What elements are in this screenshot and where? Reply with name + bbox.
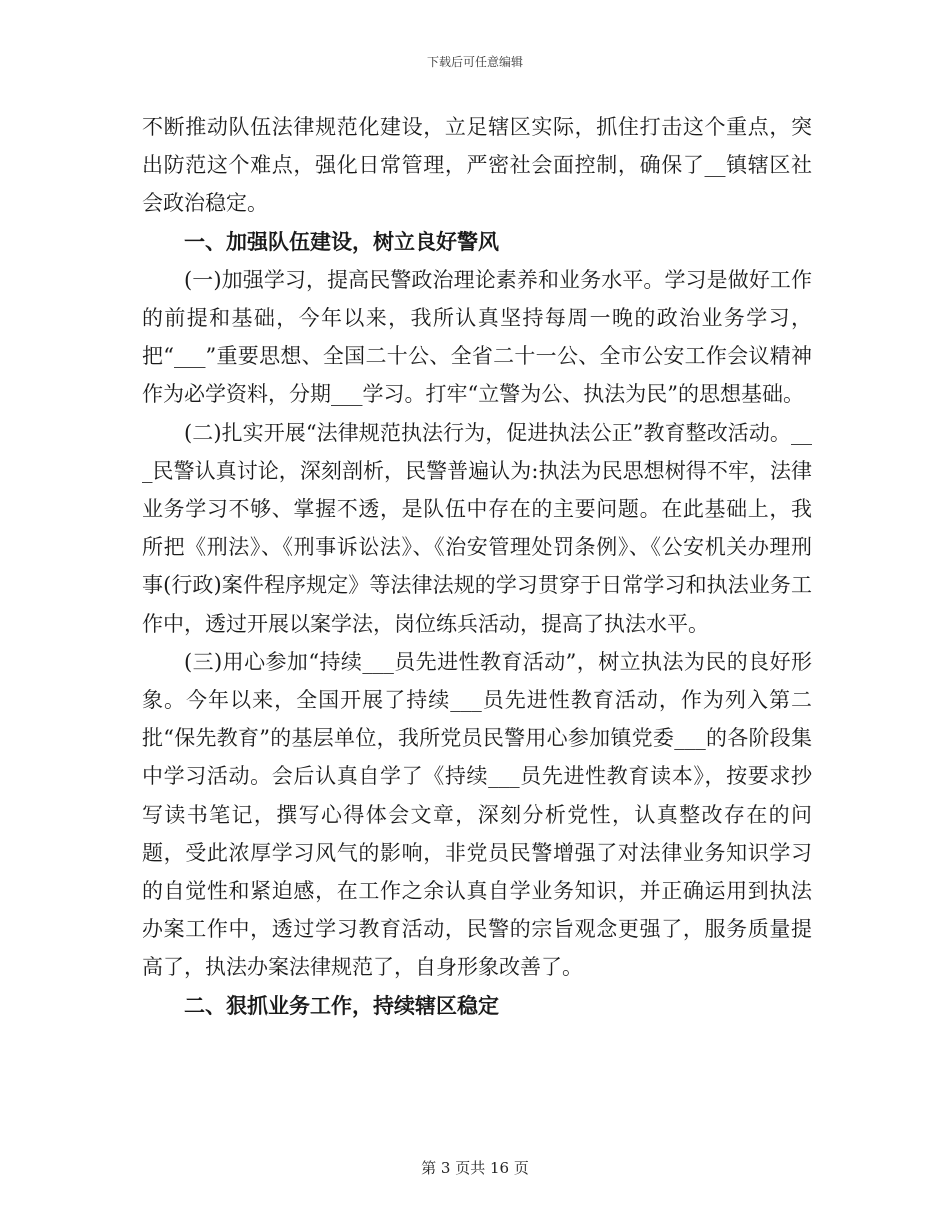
page-number: 第 3 页共 16 页: [421, 1159, 529, 1177]
section-1-paragraph-2: (二)扎实开展“法律规范执法行为，促进执法公正”教育整改活动。___民警认真讨论，深刻剖析，民警普遍认为:执法为民思想树得不牢，法律业务学习不够、掌握不透，是队伍中存在的主要问题。在此基础上，我所把《刑法》、《刑事诉讼法》、《治安管理处罚条例》、《公安机关办理刑事(行政)案件程序规定》等法律法规的学习贯穿于日常学习和执法业务工作中，透过开展以案学法，岗位练兵活动，提高了执法水平。: [142, 420, 812, 636]
intro-paragraph: 不断推动队伍法律规范化建设，立足辖区实际，抓住打击这个重点，突出防范这个难点，强化日常管理，严密社会面控制，确保了__镇辖区社会政治稳定。: [142, 115, 812, 216]
section-1-heading: 一、加强队伍建设，树立良好警风: [184, 229, 499, 254]
section-1-paragraph-3: (三)用心参加“持续___员先进性教育活动”，树立执法为民的良好形象。今年以来，全国开展了持续___员先进性教育活动，作为列入第二批“保先教育”的基层单位，我所党员民警用心参加镇党委___的各阶段集中学习活动。会后认真自学了《持续___员先进性教育读本》，按要求抄写读书笔记，撰写心得体会文章，深刻分析党性，认真整改存在的问题，受此浓厚学习风气的影响，非党员民警增强了对法律业务知识学习的自觉性和紧迫感，在工作之余认真自学业务知识，并正确运用到执法办案工作中，透过学习教育活动，民警的宗旨观念更强了，服务质量提高了，执法办案法律规范了，自身形象改善了。: [142, 649, 812, 980]
section-1-paragraph-1: (一)加强学习，提高民警政治理论素养和业务水平。学习是做好工作的前提和基础，今年以来，我所认真坚持每周一晚的政治业务学习，把“___”重要思想、全国二十公、全省二十一公、全市公安工作会议精神作为必学资料，分期___学习。打牢“立警为公、执法为民”的思想基础。: [142, 267, 812, 407]
page-header: 下载后可任意编辑: [426, 55, 523, 69]
document-body: [142, 108, 812, 1025]
section-2-heading: 二、狠抓业务工作，持续辖区稳定: [184, 993, 499, 1018]
